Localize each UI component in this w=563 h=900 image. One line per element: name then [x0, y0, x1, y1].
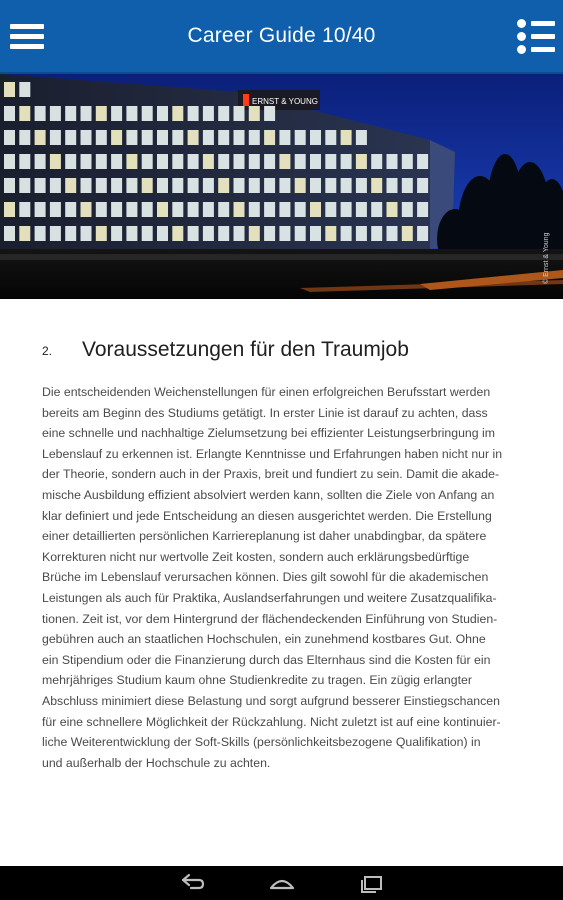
- window: [111, 154, 122, 169]
- window: [356, 202, 367, 217]
- window: [50, 130, 61, 145]
- window: [111, 178, 122, 193]
- window: [126, 106, 137, 121]
- window: [172, 154, 183, 169]
- window: [341, 178, 352, 193]
- window: [218, 130, 229, 145]
- window: [234, 202, 245, 217]
- window: [19, 82, 30, 97]
- window: [264, 130, 275, 145]
- body-paragraph: Die entscheidenden Weichenstellungen für einen erfolgreichen Berufsstart werden bereits am Beginn des Studiums getätigt. In erster Linie ist darauf zu achten, dass eine schnelle und nachhaltige Zielumsetzung bei effizienter Leistungserbringung im Lebenslauf zu erkennen ist. Erlangte Kenntnisse und Erfahrungen haben nicht nur in der Theorie, sondern auch in der Praxis, breit und fundiert zu sein. Damit die akade- mische Ausbildung effizient absolviert werden kann, sollten die Ziele von Anfang an klar definiert und jede Entscheidung an diesen ausgerichtet werden. Die Erstellung einer detaillierten persönlichen Karriereplanung ist daher unabdingbar, da spätere Korrekturen nicht nur wertvolle Zeit kosten, sondern auch erklärungsbedürftige Brüche im Lebenslauf verursachen können. Dies gilt sowohl für die akademischen Leistungen als auch für Praktika, Auslandserfahrungen und weitere Zusatzqualifika- tionen. Zeit ist, vor dem Hintergrund der flächendeckenden Einführung von Studien- gebühren auch an staatlichen Hochschulen, ein zunehmend kostbares Gut. Ohne ein Stipendium oder die Finanzierung durch das Elternhaus sind die Kosten für ein mehrjähriges Studium kaum ohne Studienkredite zu tragen. Ein zügig erlangter Abschluss minimiert diese Belastung und sorgt aufgrund besserer Einstiegschancen für eine schnellere Möglichkeit der Rückzahlung. Nicht zuletzt ist auf eine kontinuier- liche Weiterentwicklung der Soft-Skills (persönlichkeitsbezogene Qualifikation) in und außerhalb der Hochschule zu achten.: [42, 385, 503, 770]
- window: [387, 154, 398, 169]
- window: [234, 226, 245, 241]
- window: [188, 130, 199, 145]
- window: [35, 106, 46, 121]
- window: [4, 130, 15, 145]
- window: [295, 226, 306, 241]
- window: [203, 130, 214, 145]
- window: [249, 106, 260, 121]
- window: [356, 226, 367, 241]
- list-view-icon[interactable]: [517, 18, 555, 56]
- window: [142, 154, 153, 169]
- window: [65, 130, 76, 145]
- window: [65, 178, 76, 193]
- window: [111, 226, 122, 241]
- window: [341, 154, 352, 169]
- window: [142, 130, 153, 145]
- window: [218, 106, 229, 121]
- window: [371, 202, 382, 217]
- window: [188, 154, 199, 169]
- window: [264, 106, 275, 121]
- system-navigation-bar: [0, 866, 563, 900]
- building-sign-text: ERNST & YOUNG: [252, 97, 318, 106]
- window: [4, 178, 15, 193]
- window: [325, 130, 336, 145]
- window: [65, 106, 76, 121]
- window: [96, 106, 107, 121]
- window: [279, 154, 290, 169]
- window: [417, 154, 428, 169]
- window: [172, 106, 183, 121]
- window: [126, 202, 137, 217]
- window: [157, 154, 168, 169]
- window: [279, 178, 290, 193]
- window: [203, 154, 214, 169]
- window: [234, 130, 245, 145]
- window: [387, 202, 398, 217]
- window: [356, 178, 367, 193]
- window: [310, 130, 321, 145]
- window: [157, 202, 168, 217]
- recent-apps-icon[interactable]: [357, 872, 387, 894]
- window: [310, 202, 321, 217]
- window: [402, 178, 413, 193]
- window: [295, 202, 306, 217]
- window: [126, 154, 137, 169]
- window: [142, 106, 153, 121]
- window: [19, 178, 30, 193]
- window: [279, 226, 290, 241]
- window: [356, 130, 367, 145]
- window: [81, 226, 92, 241]
- window: [249, 226, 260, 241]
- window: [81, 130, 92, 145]
- window: [65, 154, 76, 169]
- window: [387, 178, 398, 193]
- section-title: Voraussetzungen für den Traumjob: [82, 338, 409, 361]
- window: [295, 178, 306, 193]
- window: [81, 106, 92, 121]
- window: [264, 226, 275, 241]
- window: [4, 202, 15, 217]
- window: [157, 226, 168, 241]
- window: [417, 202, 428, 217]
- window: [50, 226, 61, 241]
- window: [96, 154, 107, 169]
- window: [203, 226, 214, 241]
- window: [295, 130, 306, 145]
- window: [371, 178, 382, 193]
- window: [218, 154, 229, 169]
- window: [234, 106, 245, 121]
- window: [279, 130, 290, 145]
- window: [310, 178, 321, 193]
- window: [111, 106, 122, 121]
- window: [142, 226, 153, 241]
- window: [279, 202, 290, 217]
- window: [96, 130, 107, 145]
- window: [249, 202, 260, 217]
- top-app-bar: [0, 0, 563, 74]
- window: [218, 178, 229, 193]
- page-title: Career Guide 10/40: [187, 24, 376, 47]
- window: [35, 130, 46, 145]
- window: [371, 226, 382, 241]
- section-number: 2.: [42, 344, 53, 358]
- window: [188, 178, 199, 193]
- back-icon[interactable]: [177, 872, 207, 894]
- window: [371, 154, 382, 169]
- window: [35, 154, 46, 169]
- window: [96, 178, 107, 193]
- window: [402, 202, 413, 217]
- window: [96, 202, 107, 217]
- window: [50, 106, 61, 121]
- window: [295, 154, 306, 169]
- window: [50, 154, 61, 169]
- window: [111, 130, 122, 145]
- window: [249, 178, 260, 193]
- window: [81, 202, 92, 217]
- window: [249, 130, 260, 145]
- window: [19, 226, 30, 241]
- window: [234, 154, 245, 169]
- window: [203, 178, 214, 193]
- window: [4, 82, 15, 97]
- window: [19, 106, 30, 121]
- window: [157, 130, 168, 145]
- window: [264, 202, 275, 217]
- window: [325, 178, 336, 193]
- window: [157, 106, 168, 121]
- window: [142, 178, 153, 193]
- window: [234, 178, 245, 193]
- window: [4, 154, 15, 169]
- window: [356, 154, 367, 169]
- window: [310, 226, 321, 241]
- window: [341, 226, 352, 241]
- window: [417, 226, 428, 241]
- window: [310, 154, 321, 169]
- window: [4, 226, 15, 241]
- window: [142, 202, 153, 217]
- window: [111, 202, 122, 217]
- window: [172, 226, 183, 241]
- window: [19, 130, 30, 145]
- window: [126, 226, 137, 241]
- window: [325, 154, 336, 169]
- window: [341, 130, 352, 145]
- window: [50, 202, 61, 217]
- window: [402, 226, 413, 241]
- window: [203, 202, 214, 217]
- window: [218, 226, 229, 241]
- window: [325, 226, 336, 241]
- hero-image: [0, 74, 563, 299]
- window: [172, 178, 183, 193]
- window: [19, 202, 30, 217]
- window: [341, 202, 352, 217]
- window: [264, 154, 275, 169]
- window: [35, 202, 46, 217]
- window: [417, 178, 428, 193]
- window: [126, 178, 137, 193]
- window: [188, 226, 199, 241]
- window: [172, 202, 183, 217]
- window: [96, 226, 107, 241]
- window: [126, 130, 137, 145]
- home-icon[interactable]: [267, 872, 297, 894]
- window: [387, 226, 398, 241]
- window: [65, 202, 76, 217]
- window: [19, 154, 30, 169]
- window: [188, 202, 199, 217]
- window: [325, 202, 336, 217]
- window: [50, 178, 61, 193]
- window: [188, 106, 199, 121]
- window: [402, 154, 413, 169]
- window: [172, 130, 183, 145]
- window: [249, 154, 260, 169]
- window: [81, 154, 92, 169]
- window: [264, 178, 275, 193]
- window: [157, 178, 168, 193]
- window: [4, 106, 15, 121]
- window: [65, 226, 76, 241]
- window: [35, 178, 46, 193]
- window: [218, 202, 229, 217]
- window: [81, 178, 92, 193]
- copyright-text: © Ernst & Young: [543, 232, 550, 284]
- window: [203, 106, 214, 121]
- window: [35, 226, 46, 241]
